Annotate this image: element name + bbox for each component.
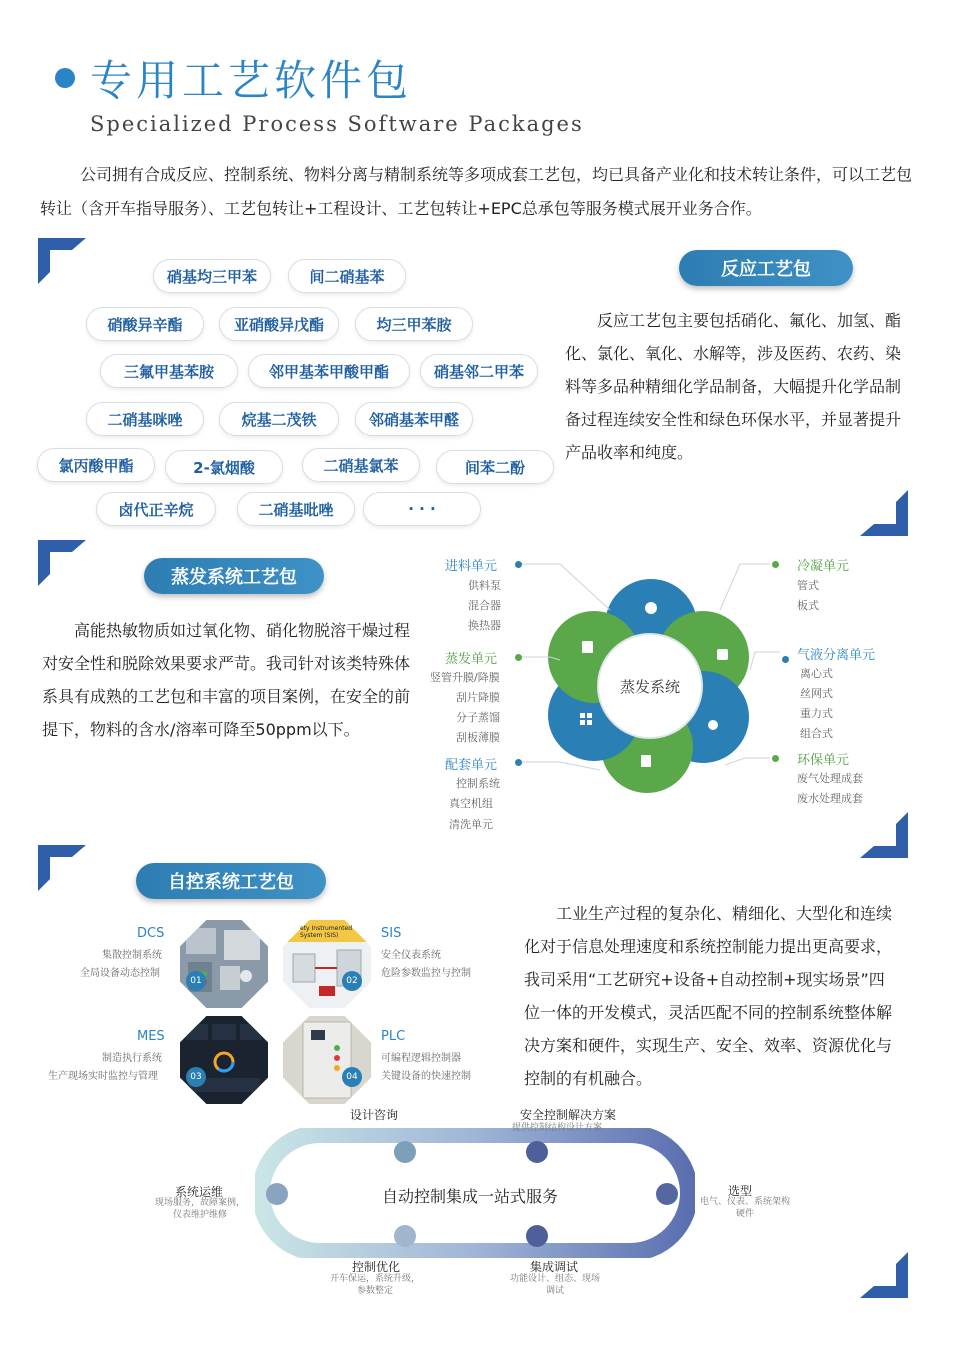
unit-item: 刮板薄膜: [456, 731, 500, 744]
unit-env-title: 环保单元: [797, 753, 850, 768]
step-design: 设计咨询: [350, 1108, 399, 1122]
card-mes-line1: 制造执行系统: [102, 1053, 162, 1064]
unit-item: 管式: [797, 579, 819, 592]
step-commission-sub: 调试: [545, 1286, 564, 1296]
product-tag: 卤代正辛烷: [96, 492, 216, 526]
unit-item: 真空机组: [449, 797, 493, 810]
unit-dot: [515, 561, 522, 568]
card-mes-image: [180, 1016, 268, 1104]
product-tag: 邻甲基苯甲酸甲酯: [248, 354, 410, 388]
unit-support-title: 配套单元: [445, 758, 498, 773]
unit-dot: [772, 561, 779, 568]
unit-item: 刮片降膜: [456, 691, 500, 704]
product-tag: 亚硝酸异戊酯: [219, 307, 339, 341]
card-sis-screen-text: ety Instrumented System (SIS): [300, 925, 353, 939]
product-tag-more: · · ·: [363, 492, 481, 526]
card-sis-title: SIS: [381, 926, 402, 941]
product-tag: 三氟甲基苯胺: [100, 354, 238, 388]
unit-separate-title: 气液分离单元: [797, 648, 876, 663]
step-maintenance-sub: 现场服务，故障案例，: [154, 1198, 245, 1208]
card-sis-line1: 安全仪表系统: [381, 950, 441, 961]
unit-dot: [782, 656, 789, 663]
reaction-text: 反应工艺包主要包括硝化、氟化、加氢、酯化、氯化、氧化、水解等，涉及医药、农药、染料等多品种精细化学品制备，大幅提升化学品制备过程连续安全性和绿色环保水平，并显著提升产品收率和纯度。: [565, 311, 902, 462]
product-tag: 均三甲苯胺: [355, 307, 473, 341]
unit-item: 废气处理成套: [797, 772, 863, 785]
unit-evap-title: 蒸发单元: [445, 652, 498, 667]
step-optimize: 控制优化: [352, 1260, 401, 1274]
flower-connectors: [500, 550, 800, 850]
step-commission: 集成调试: [530, 1260, 579, 1274]
product-tag: 二硝基氯苯: [302, 448, 420, 482]
card-dcs-line2: 全局设备动态控制: [80, 968, 160, 979]
evaporation-heading: 蒸发系统工艺包: [144, 558, 324, 594]
product-tag: 邻硝基苯甲醛: [355, 402, 473, 436]
corner-mark-top-left: [38, 540, 86, 588]
product-tag: 2-氯烟酸: [165, 450, 283, 484]
unit-item: 废水处理成套: [797, 792, 863, 805]
unit-item: 供料泵: [468, 579, 501, 592]
corner-mark-top-left: [38, 238, 86, 286]
unit-item: 混合器: [468, 599, 501, 612]
unit-item: 竖管升膜/降膜: [430, 671, 500, 684]
card-mes-line2: 生产现场实时监控与管理: [48, 1071, 158, 1082]
unit-dot: [772, 755, 779, 762]
corner-mark-bottom-right: [860, 810, 908, 858]
unit-dot: [515, 759, 522, 766]
control-heading: 自控系统工艺包: [136, 863, 326, 899]
product-tag: 硝基邻二甲苯: [420, 354, 538, 388]
card-plc-number: 04: [342, 1067, 362, 1087]
flower-center-label: 蒸发系统: [619, 678, 680, 696]
title-bullet: [55, 68, 75, 88]
step-optimize-sub: 参数整定: [356, 1286, 393, 1296]
unit-item: 分子蒸馏: [456, 711, 500, 724]
corner-mark-bottom-right: [860, 488, 908, 536]
product-tag: 间二硝基苯: [288, 259, 406, 293]
card-dcs-number: 01: [186, 971, 206, 991]
page-subtitle: Specialized Process Software Packages: [90, 112, 584, 136]
corner-mark-bottom-right: [860, 1250, 908, 1298]
unit-item: 清洗单元: [449, 818, 493, 831]
step-safety-sub: 提供控制结构设计方案: [512, 1123, 603, 1133]
step-maintenance-sub: 仪表维护维修: [172, 1210, 227, 1220]
unit-item: 换热器: [468, 619, 501, 632]
unit-feed-title: 进料单元: [445, 559, 498, 574]
product-tag: 硝基均三甲苯: [153, 259, 271, 293]
unit-item: 离心式: [800, 667, 833, 680]
corner-mark-top-left: [38, 845, 86, 893]
unit-dot: [515, 654, 522, 661]
page-title: 专用工艺软件包: [90, 56, 413, 105]
product-tag: 烷基二茂铁: [219, 402, 339, 436]
card-dcs-image: [180, 920, 268, 1008]
evaporation-text: 高能热敏物质如过氧化物、硝化物脱溶干燥过程对安全性和脱除效果要求严苛。我司针对该类特殊体系具有成熟的工艺包和丰富的项目案例，在安全的前提下，物料的含水/溶率可降至50ppm以下。: [42, 621, 411, 739]
card-dcs-title: DCS: [137, 926, 165, 941]
step-selection-sub: 电气、仪表、系统架构: [699, 1197, 790, 1207]
intro-paragraph: 公司拥有合成反应、控制系统、物料分离与精制系统等多项成套工艺包，均已具备产业化和技术转让条件，可以工艺包转让（含开车指导服务）、工艺包转让+工程设计、工艺包转让+EPC总承包等服务模式展开业务合作。: [40, 165, 913, 218]
card-sis-line2: 危险参数监控与控制: [381, 968, 471, 979]
control-text: 工业生产过程的复杂化、精细化、大型化和连续化对于信息处理速度和系统控制能力提出更高要求，我司采用“工艺研究+设备+自动控制+现实场景”四位一体的开发模式，灵活匹配不同的控制系统整体解决方案和硬件，实现生产、安全、效率、资源优化与控制的有机融合。: [524, 904, 893, 1088]
card-dcs-line1: 集散控制系统: [102, 950, 162, 961]
card-sis-number: 02: [342, 971, 362, 991]
reaction-heading: 反应工艺包: [679, 250, 853, 286]
step-selection: 选型: [728, 1184, 753, 1198]
step-safety: 安全控制解决方案: [520, 1108, 617, 1122]
product-tag: 硝酸异辛酯: [86, 307, 204, 341]
step-commission-sub: 功能设计、组态、现场: [509, 1274, 600, 1284]
unit-item: 组合式: [800, 727, 833, 740]
unit-item: 控制系统: [456, 777, 500, 790]
card-mes-title: MES: [137, 1029, 165, 1044]
unit-condense-title: 冷凝单元: [797, 559, 850, 574]
card-plc-title: PLC: [381, 1029, 406, 1044]
card-plc-line1: 可编程逻辑控制器: [381, 1053, 461, 1064]
step-maintenance: 系统运维: [175, 1185, 224, 1199]
product-tag: 间苯二酚: [436, 450, 554, 484]
unit-item: 丝网式: [800, 687, 833, 700]
unit-item: 重力式: [800, 707, 833, 720]
card-mes-number: 03: [186, 1067, 206, 1087]
card-plc-line2: 关键设备的快速控制: [381, 1071, 471, 1082]
product-tag: 二硝基咪唑: [86, 402, 204, 436]
step-selection-sub: 硬件: [735, 1209, 754, 1219]
service-center: 自动控制集成一站式服务: [381, 1187, 558, 1206]
step-optimize-sub: 开车保运，系统升级，: [329, 1274, 420, 1284]
unit-item: 板式: [797, 599, 819, 612]
product-tag: 氯丙酸甲酯: [37, 448, 155, 482]
product-tag: 二硝基吡唑: [237, 492, 355, 526]
card-plc-image: [283, 1016, 371, 1104]
